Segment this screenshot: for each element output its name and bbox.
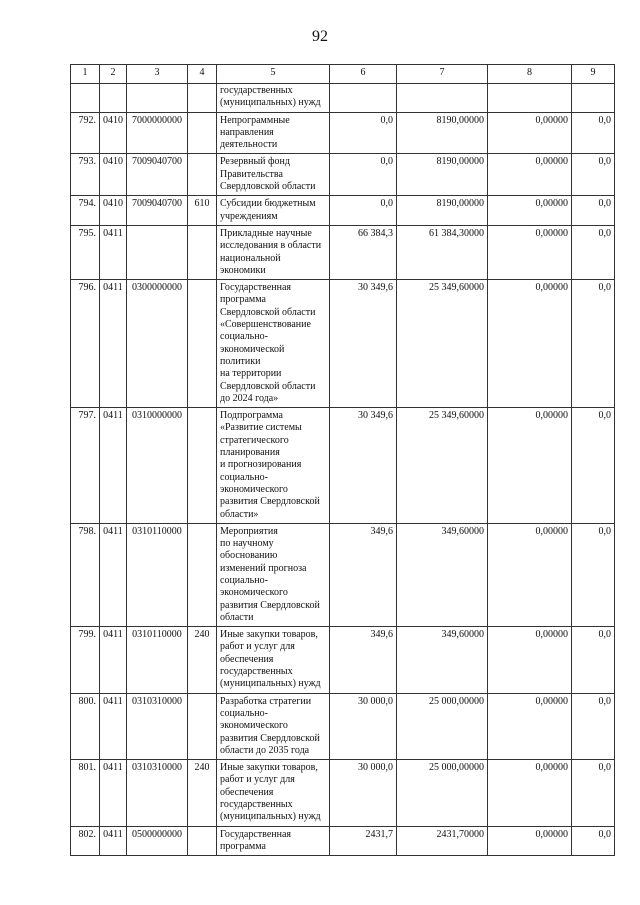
amount-col7: 61 384,30000 xyxy=(397,225,488,279)
column-header: 2 xyxy=(100,65,127,84)
table-row xyxy=(71,693,615,759)
target-code: 7000000000 xyxy=(127,112,188,154)
section-code: 0410 xyxy=(100,154,127,196)
amount-col9: 0,0 xyxy=(572,225,615,279)
amount-col9: 0,0 xyxy=(572,760,615,826)
amount-col8 xyxy=(488,84,572,113)
amount-col6: 2431,7 xyxy=(330,826,397,856)
table-row xyxy=(71,196,615,226)
amount-col6: 349,6 xyxy=(330,523,397,626)
item-name: Резервный фонд Правительства Свердловской области xyxy=(217,154,330,196)
amount-col9 xyxy=(572,84,615,113)
table-row xyxy=(71,627,615,693)
amount-col9: 0,0 xyxy=(572,408,615,524)
row-number: 799. xyxy=(71,627,100,693)
target-code: 0500000000 xyxy=(127,826,188,856)
budget-table xyxy=(70,64,615,856)
item-name: Прикладные научные исследования в области национальной экономики xyxy=(217,225,330,279)
amount-col9: 0,0 xyxy=(572,826,615,856)
table-row xyxy=(71,826,615,856)
section-code: 0411 xyxy=(100,523,127,626)
expense-type-code xyxy=(188,112,217,154)
table-row xyxy=(71,408,615,524)
amount-col7: 349,60000 xyxy=(397,627,488,693)
amount-col6: 30 000,0 xyxy=(330,760,397,826)
row-number xyxy=(71,84,100,113)
amount-col8: 0,00000 xyxy=(488,112,572,154)
item-name: Иные закупки товаров, работ и услуг для обеспечения государственных (муниципальных) нужд xyxy=(217,760,330,826)
row-number: 794. xyxy=(71,196,100,226)
amount-col6 xyxy=(330,84,397,113)
amount-col6: 30 000,0 xyxy=(330,693,397,759)
amount-col8: 0,00000 xyxy=(488,523,572,626)
amount-col7: 25 349,60000 xyxy=(397,408,488,524)
item-name: Непрограммные направления деятельности xyxy=(217,112,330,154)
amount-col9: 0,0 xyxy=(572,196,615,226)
amount-col9: 0,0 xyxy=(572,280,615,408)
column-header: 8 xyxy=(488,65,572,84)
section-code: 0411 xyxy=(100,826,127,856)
amount-col7: 2431,70000 xyxy=(397,826,488,856)
row-number: 792. xyxy=(71,112,100,154)
column-header: 1 xyxy=(71,65,100,84)
amount-col7: 8190,00000 xyxy=(397,196,488,226)
table-row xyxy=(71,84,615,113)
amount-col8: 0,00000 xyxy=(488,760,572,826)
expense-type-code xyxy=(188,523,217,626)
row-number: 797. xyxy=(71,408,100,524)
table-row xyxy=(71,154,615,196)
expense-type-code xyxy=(188,693,217,759)
amount-col6: 0,0 xyxy=(330,196,397,226)
amount-col7: 25 000,00000 xyxy=(397,693,488,759)
amount-col8: 0,00000 xyxy=(488,408,572,524)
amount-col8: 0,00000 xyxy=(488,627,572,693)
amount-col6: 0,0 xyxy=(330,112,397,154)
item-name: Государственная программа xyxy=(217,826,330,856)
amount-col6: 349,6 xyxy=(330,627,397,693)
amount-col7: 25 000,00000 xyxy=(397,760,488,826)
header-row xyxy=(71,65,615,84)
item-name: Разработка стратегии социально- экономического развития Свердловской области до 2035 года xyxy=(217,693,330,759)
expense-type-code xyxy=(188,84,217,113)
expense-type-code: 610 xyxy=(188,196,217,226)
section-code: 0411 xyxy=(100,627,127,693)
amount-col6: 66 384,3 xyxy=(330,225,397,279)
item-name: Мероприятия по научному обоснованию изменений прогноза социально- экономического развития Свердловской области xyxy=(217,523,330,626)
item-name: Иные закупки товаров, работ и услуг для обеспечения государственных (муниципальных) нужд xyxy=(217,627,330,693)
section-code: 0411 xyxy=(100,408,127,524)
expense-type-code xyxy=(188,225,217,279)
section-code xyxy=(100,84,127,113)
amount-col7: 8190,00000 xyxy=(397,154,488,196)
amount-col8: 0,00000 xyxy=(488,280,572,408)
target-code: 7009040700 xyxy=(127,154,188,196)
page-number: 92 xyxy=(312,28,328,45)
expense-type-code xyxy=(188,408,217,524)
target-code xyxy=(127,225,188,279)
amount-col8: 0,00000 xyxy=(488,154,572,196)
amount-col8: 0,00000 xyxy=(488,225,572,279)
target-code: 7009040700 xyxy=(127,196,188,226)
target-code: 0310310000 xyxy=(127,693,188,759)
row-number: 802. xyxy=(71,826,100,856)
target-code xyxy=(127,84,188,113)
column-header: 3 xyxy=(127,65,188,84)
amount-col9: 0,0 xyxy=(572,112,615,154)
amount-col8: 0,00000 xyxy=(488,826,572,856)
target-code: 0310000000 xyxy=(127,408,188,524)
item-name: Субсидии бюджетным учреждениям xyxy=(217,196,330,226)
target-code: 0310110000 xyxy=(127,627,188,693)
target-code: 0300000000 xyxy=(127,280,188,408)
item-name: Подпрограмма «Развитие системы стратегического планирования и прогнозирования социально- экономического развития Свердловской области» xyxy=(217,408,330,524)
amount-col9: 0,0 xyxy=(572,627,615,693)
column-header: 4 xyxy=(188,65,217,84)
expense-type-code xyxy=(188,154,217,196)
row-number: 800. xyxy=(71,693,100,759)
section-code: 0411 xyxy=(100,280,127,408)
amount-col8: 0,00000 xyxy=(488,196,572,226)
amount-col7: 349,60000 xyxy=(397,523,488,626)
expense-type-code: 240 xyxy=(188,760,217,826)
amount-col6: 0,0 xyxy=(330,154,397,196)
table-row xyxy=(71,225,615,279)
amount-col8: 0,00000 xyxy=(488,693,572,759)
row-number: 793. xyxy=(71,154,100,196)
column-header: 7 xyxy=(397,65,488,84)
table-row xyxy=(71,112,615,154)
section-code: 0411 xyxy=(100,693,127,759)
amount-col6: 30 349,6 xyxy=(330,408,397,524)
target-code: 0310110000 xyxy=(127,523,188,626)
column-header: 5 xyxy=(217,65,330,84)
section-code: 0410 xyxy=(100,196,127,226)
amount-col6: 30 349,6 xyxy=(330,280,397,408)
expense-type-code xyxy=(188,280,217,408)
row-number: 798. xyxy=(71,523,100,626)
target-code: 0310310000 xyxy=(127,760,188,826)
amount-col7: 8190,00000 xyxy=(397,112,488,154)
table-row xyxy=(71,523,615,626)
row-number: 795. xyxy=(71,225,100,279)
expense-type-code xyxy=(188,826,217,856)
section-code: 0410 xyxy=(100,112,127,154)
item-name: государственных (муниципальных) нужд xyxy=(217,84,330,113)
amount-col9: 0,0 xyxy=(572,693,615,759)
column-header: 6 xyxy=(330,65,397,84)
row-number: 796. xyxy=(71,280,100,408)
amount-col9: 0,0 xyxy=(572,523,615,626)
amount-col7: 25 349,60000 xyxy=(397,280,488,408)
table-row xyxy=(71,760,615,826)
table-row xyxy=(71,280,615,408)
section-code: 0411 xyxy=(100,225,127,279)
section-code: 0411 xyxy=(100,760,127,826)
column-header: 9 xyxy=(572,65,615,84)
expense-type-code: 240 xyxy=(188,627,217,693)
item-name: Государственная программа Свердловской области «Совершенствование социально- экономической политики на территории Свердловской области до 2024 года» xyxy=(217,280,330,408)
amount-col9: 0,0 xyxy=(572,154,615,196)
amount-col7 xyxy=(397,84,488,113)
row-number: 801. xyxy=(71,760,100,826)
